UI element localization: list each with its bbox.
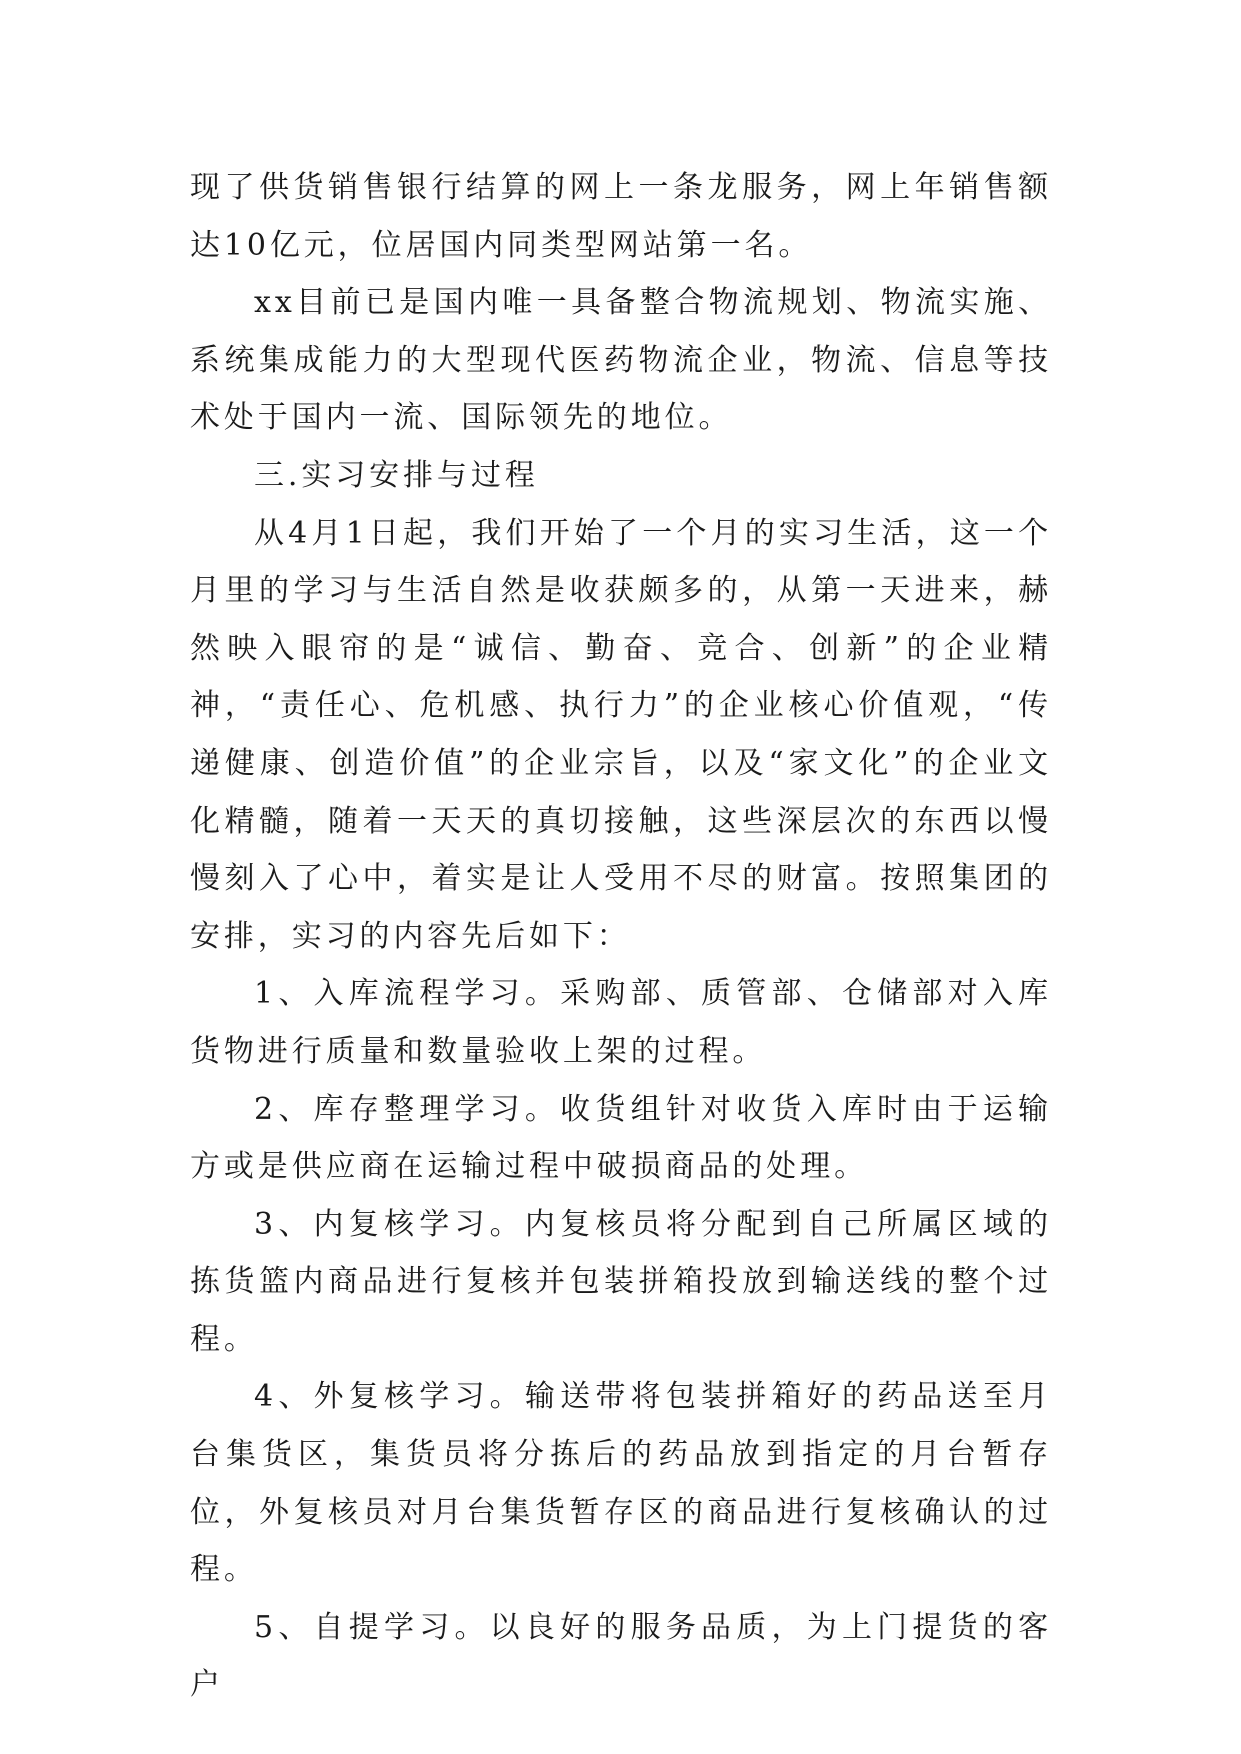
paragraph-company-logistics: xx目前已是国内唯一具备整合物流规划、物流实施、系统集成能力的大型现代医药物流企业，物流、信息等技术处于国内一流、国际领先的地位。 (190, 285, 1052, 436)
paragraph-internship-intro: 从4月1日起，我们开始了一个月的实习生活，这一个月里的学习与生活自然是收获颇多的，从第一天进来，赫然映入眼帘的是“诚信、勤奋、竞合、创新”的企业精神，“责任心、危机感、执行力”的企业核心价值观，“传递健康、创造价值”的企业宗旨，以及“家文化”的企业文化精髓，随着一天天的真切接触，这些深层次的东西以慢慢刻入了心中，着实是让人受用不尽的财富。按照集团的安排，实习的内容先后如下： (190, 515, 1052, 954)
section-heading-internship: 三.实习安排与过程 (254, 457, 539, 493)
list-item-self-pickup: 5、自提学习。以良好的服务品质，为上门提货的客户 (190, 1609, 1052, 1703)
document-body (190, 159, 1052, 1714)
list-item-internal-review: 3、内复核学习。内复核员将分配到自己所属区域的拣货篮内商品进行复核并包装拼箱投放到输送线的整个过程。 (190, 1206, 1052, 1357)
list-item-inventory: 2、库存整理学习。收货组针对收货入库时由于运输方或是供应商在运输过程中破损商品的处理。 (190, 1091, 1052, 1185)
paragraph-continuation: 现了供货销售银行结算的网上一条龙服务，网上年销售额达10亿元，位居国内同类型网站第一名。 (190, 170, 1052, 263)
list-item-external-review: 4、外复核学习。输送带将包装拼箱好的药品送至月台集货区，集货员将分拣后的药品放到指定的月台暂存位，外复核员对月台集货暂存区的商品进行复核确认的过程。 (190, 1379, 1052, 1588)
list-item-inbound: 1、入库流程学习。采购部、质管部、仓储部对入库货物进行质量和数量验收上架的过程。 (190, 976, 1052, 1069)
